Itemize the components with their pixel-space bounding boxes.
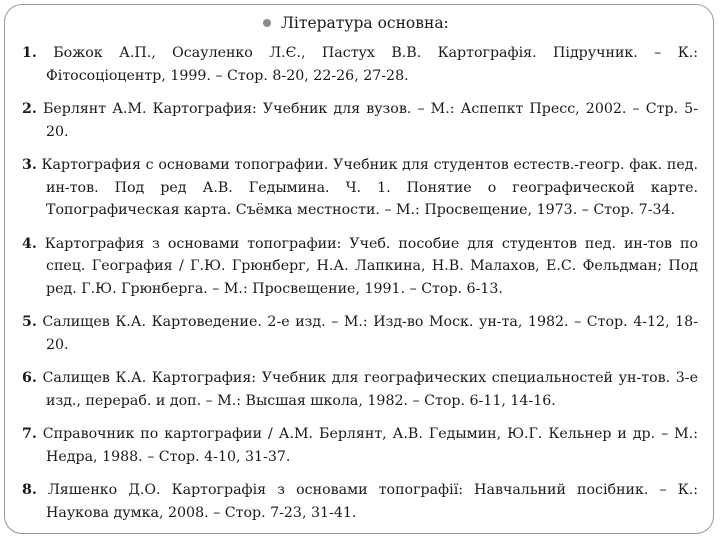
reference-number: 2. [22,101,37,117]
reference-item [22,423,698,468]
reference-number: 1. [22,45,37,61]
reference-text: Картография с основами топографии. Учебник для студентов естеств.-геогр. фак. пед. ин-тов. Под ред А.В. Гедымина. Ч. 1. Понятие о географической карте. Топографическая карта. Съёмка местности. – М.: Просвещение, 1973. – Стор. 7-34. [41,157,698,218]
reference-item [22,154,698,222]
reference-text: Ляшенко Д.О. Картографія з основами топографії: Навчальний посібник. – К.: Наукова думка, 2008. – Стор. 7-23, 31-41. [46,482,698,521]
reference-item [22,42,698,87]
section-heading [263,14,449,32]
reference-item [22,367,698,412]
reference-item [22,479,698,524]
reference-text: Салищев К.А. Картоведение. 2-е изд. – М.: Изд-во Моск. ун-та, 1982. – Стор. 4-12, 18-20. [42,314,698,353]
reference-number: 4. [22,235,37,252]
reference-number: 6. [22,370,37,386]
reference-text: Справочник по картографии / А.М. Берлянт, А.В. Гедымин, Ю.Г. Кельнер и др. – М.: Недра, 1988. – Стор. 4-10, 31-37. [42,426,698,465]
reference-number: 7. [22,426,37,442]
reference-list [22,42,698,535]
reference-number: 5. [22,314,37,330]
bullet-icon [263,19,271,27]
reference-item [22,233,698,301]
reference-text: Картография з основами топографии: Учеб. пособие для студентов пед. ин-тов по спец. География / Г.Ю. Грюнберг, Н.А. Лапкина, Н.В. Малахов, Е.С. Фельдман; Под ред. Г.Ю. Грюнберга. – М.: Просвещение, 1991. – Стор. 6-13. [44,235,698,297]
reference-item [22,98,698,143]
reference-item [22,311,698,356]
reference-number: 3. [22,157,37,173]
reference-text: Берлянт А.М. Картография: Учебник для вузов. – М.: Аспепкт Пресс, 2002. – Стр. 5-20. [42,101,698,140]
reference-text: Божок А.П., Осауленко Л.Є., Пастух В.В. Картографія. Підручник. – К.: Фітосоціоцентр, 1999. – Стор. 8-20, 22-26, 27-28. [46,45,699,84]
reference-number: 8. [22,482,37,498]
reference-text: Салищев К.А. Картография: Учебник для географических специальностей ун-тов. 3-е изд., перераб. и доп. – М.: Высшая школа, 1982. – Стор. 6-11, 14-16. [42,370,698,409]
heading-text: Література основна: [281,14,449,32]
